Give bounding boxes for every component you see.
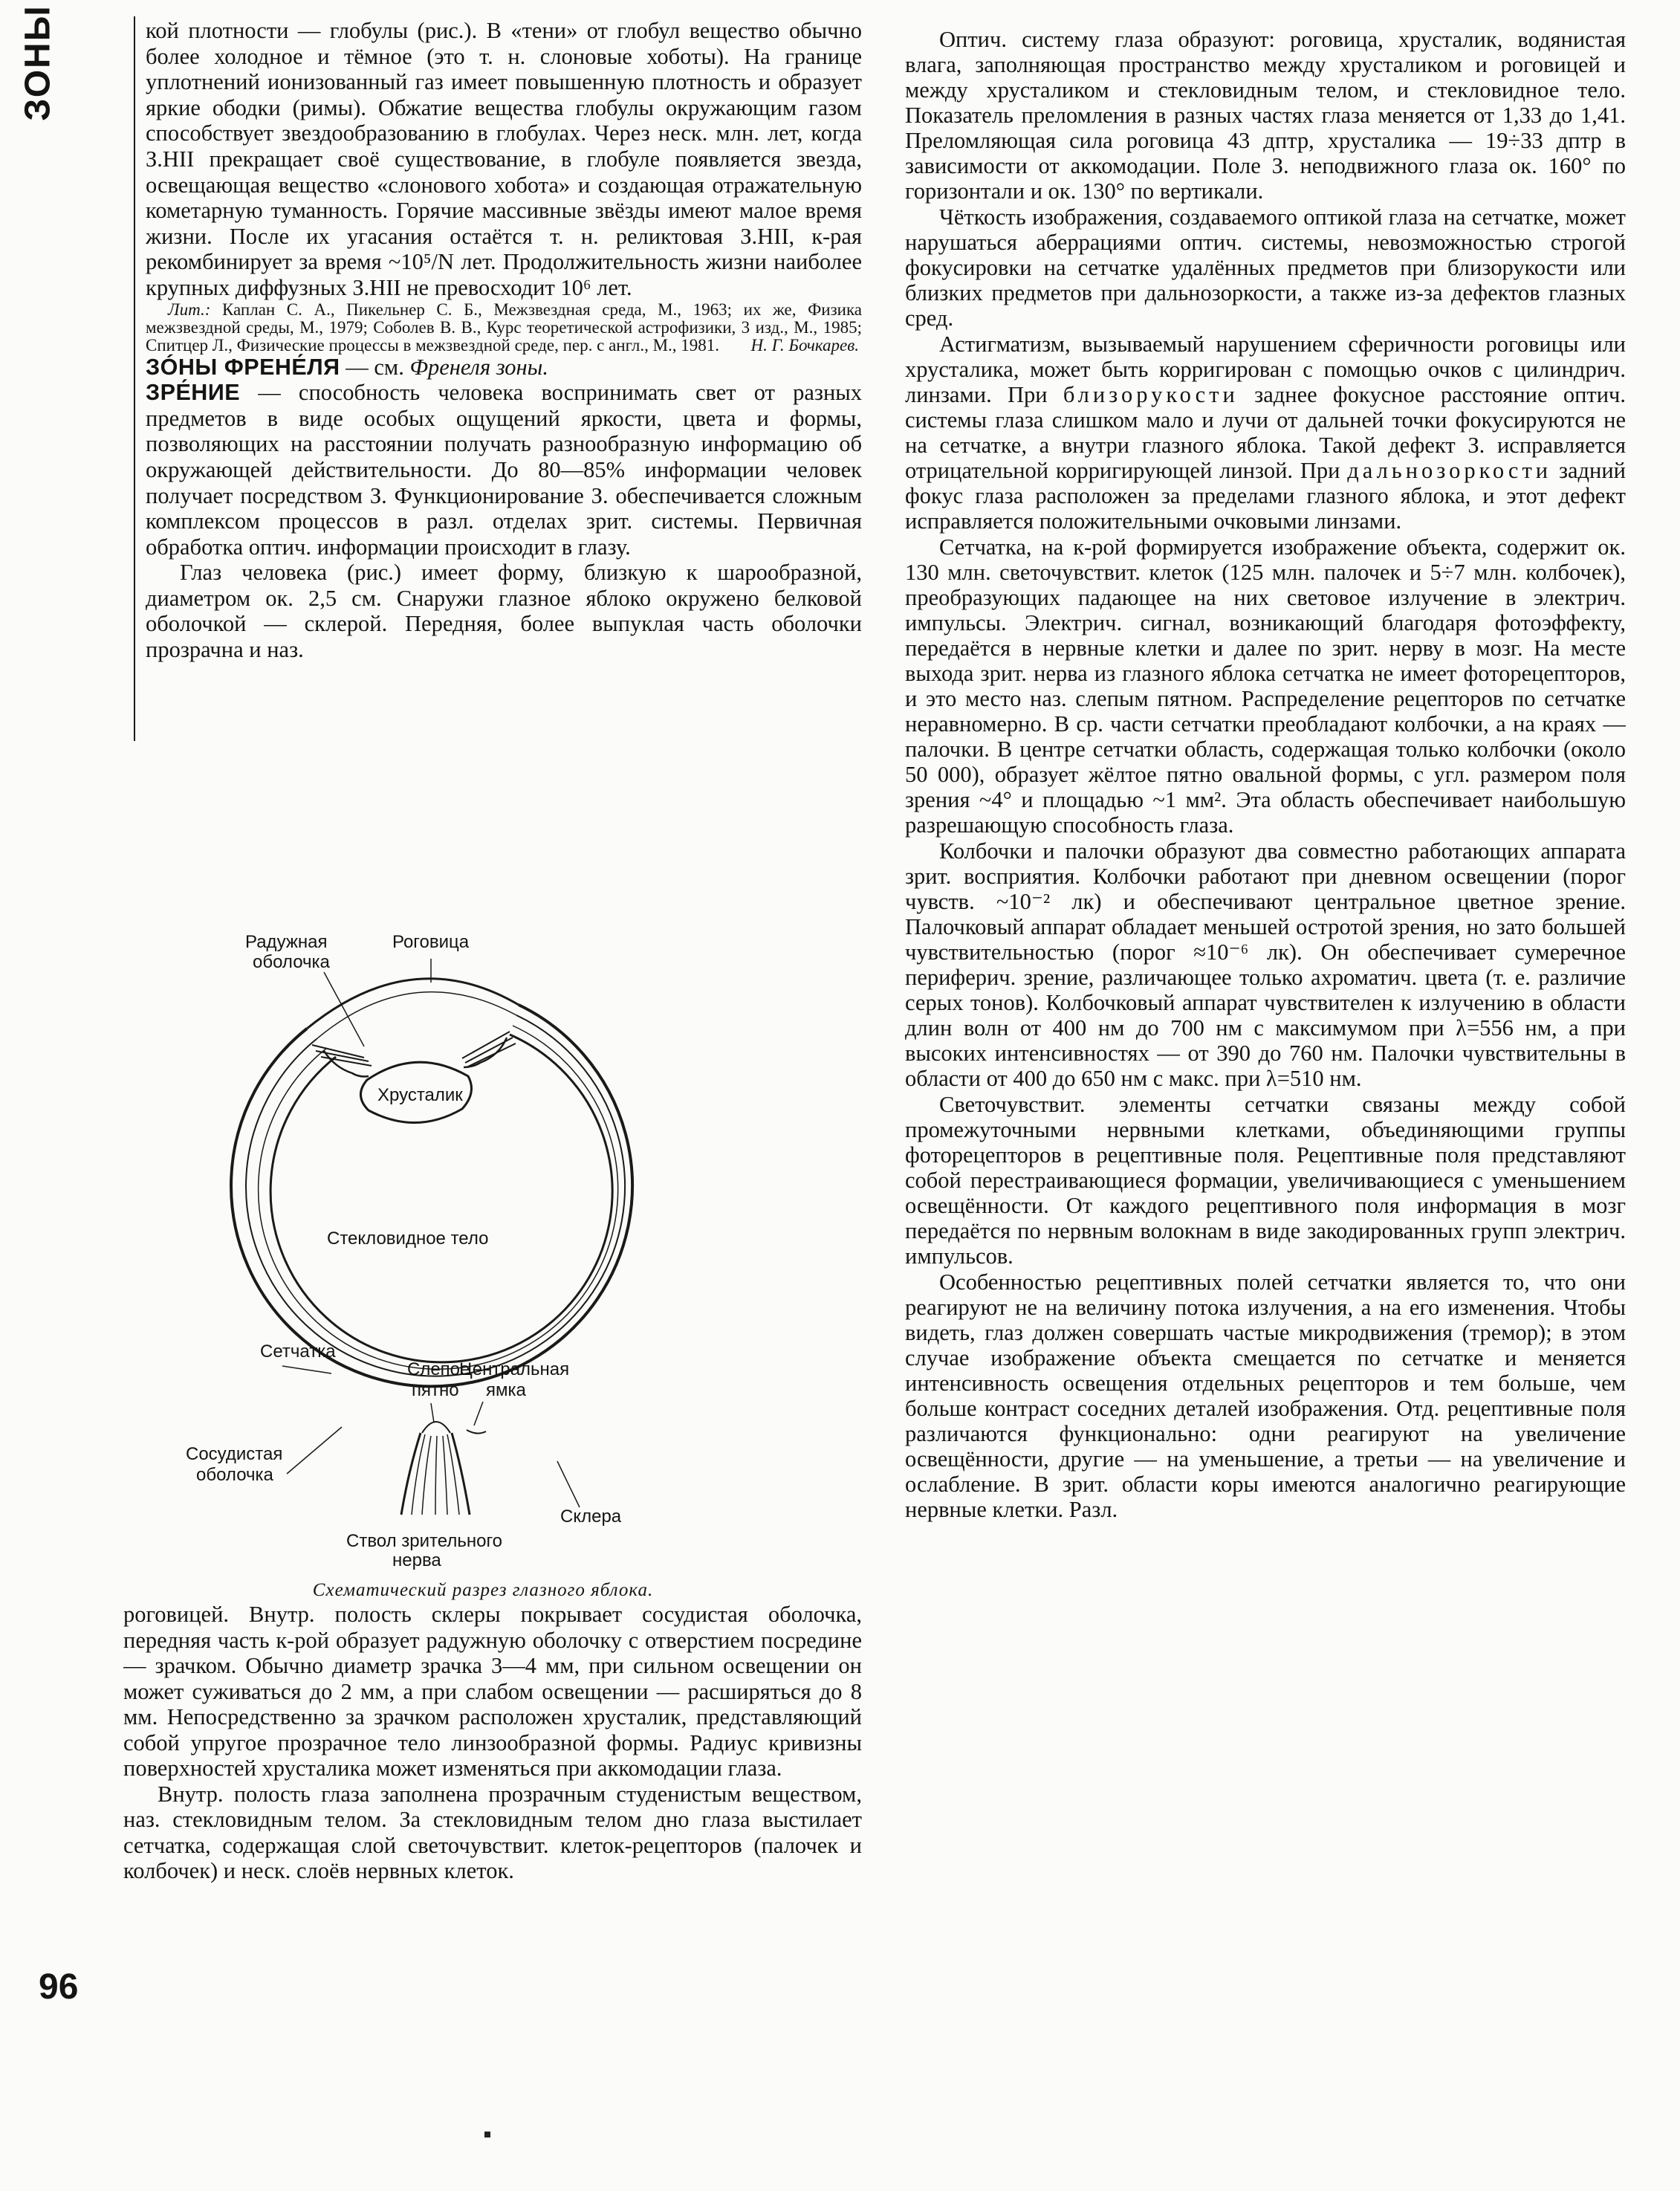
leader-blind-spot xyxy=(431,1403,434,1423)
label-choroid-1: Сосудистая xyxy=(186,1444,283,1464)
cornea-outline xyxy=(307,979,519,1029)
print-mark xyxy=(484,2132,490,2137)
label-retina: Сетчатка xyxy=(260,1342,336,1362)
paragraph: Колбочки и палочки образуют два совместно работающих аппарата зрит. восприятия. Колбочки работают при дневном освещении (порог чувств. ~10⁻² лк) и обеспечивают центральное цветное зрение. Палочковый аппарат обладает меньшей остротой зрения, но зато большей чувствительностью (порог ≈10⁻⁶ лк). Он обеспечивает сумеречное периферич. зрение, различающее только ахроматич. цвета (т. е. различие серых тонов). Колбочковый аппарат чувствителен к излучению в области длин волн от 400 нм до 700 нм с максимумом при λ=556 нм, а при высоких интенсивностях — от 390 до 760 нм. Палочки чувствительны в области от 400 до 650 нм с макс. при λ=510 нм. xyxy=(905,838,1626,1091)
margin-rule xyxy=(134,16,135,741)
vision-entry xyxy=(146,380,862,560)
entry-title-fresnel: ЗÓНЫ ФРЕНЕ́ЛЯ xyxy=(146,354,340,380)
figure-caption: Схематический разрез глазного яблока. xyxy=(312,1580,654,1600)
blind-spot-marker xyxy=(422,1422,450,1433)
cornea-inner xyxy=(317,992,516,1039)
author-signature: Н. Г. Бочкарев. xyxy=(750,335,859,355)
leader-retina xyxy=(282,1366,331,1373)
text-run: задний фокус глаза расположен за пределами глазного яблока, и этот дефект исправляется положительными очковыми линзами. xyxy=(905,458,1626,534)
label-blind-spot-2: пятно xyxy=(412,1380,459,1400)
literature-block xyxy=(146,301,862,355)
eye-diagram-figure xyxy=(186,920,780,1600)
label-optic-nerve-1: Ствол зрительного xyxy=(346,1531,503,1551)
eye-cross-section-diagram xyxy=(186,920,780,1552)
label-blind-spot-1: Слепое xyxy=(407,1359,470,1379)
paragraph: кой плотности — глобулы (рис.). В «тени» от глобул вещество обычно более холодное и тёмное (это т. н. слоновые хоботы). На границе уплотнений ионизованный газ имеет повышенную плотность и образует яркие ободки (римы). Обжатие вещества глобулы окружающим газом способствует звездообразованию в глобулах. Через неск. млн. лет, когда З.НII прекращает своё существование, в глобуле появляется звезда, освещающая вещество «слонового хобота» и создающая отражательную кометарную туманность. Горячие массивные звёзды имеют малое время жизни. После их угасания остаётся т. н. реликтовая З.НII, к-рая рекомбинирует за время ~10⁵/N лет. Продолжительность жизни наиболее крупных диффузных З.НII не превосходит 10⁶ лет. xyxy=(146,18,862,300)
leader-fovea xyxy=(474,1402,483,1425)
paragraph: Чёткость изображения, создаваемого оптикой глаза на сетчатке, может нарушаться аберрациями оптич. системы, невозможностью строгой фокусировки на сетчатке удалённых предметов при близорукости или близких предметов при дальнозоркости, а также из-за дефектов глазных сред. xyxy=(905,204,1626,331)
running-head: ЗОНЫ xyxy=(18,4,58,121)
fovea-marker xyxy=(467,1430,486,1434)
paragraph: роговицей. Внутр. полость склеры покрывает сосудистая оболочка, передняя часть к-рой образует радужную оболочку с отверстием посредине — зрачком. Обычно диаметр зрачка 3—4 мм, при сильном освещении он может суживаться до 2 мм, а при слабом освещении — расширяться до 8 мм. Непосредственно за зрачком расположен хрусталик, представляющий собой упругое прозрачное тело линзообразной формы. Радиус кривизны поверхностей хрусталика может изменяться при аккомодации глаза. xyxy=(123,1602,862,1781)
paragraph: Сетчатка, на к-рой формируется изображение объекта, содержит ок. 130 млн. светочувствит. клеток (125 млн. палочек и 5÷7 млн. колбочек), преобразующих падающее на них световое излучение в электрич. импульсы. Электрич. сигнал, возникающий благодаря фотоэффекту, передаётся в нервные клетки и далее по зрит. нерву в мозг. На месте выхода зрит. нерва из глазного яблока сетчатка не имеет фоторецепторов, и это место наз. слепым пятном. Распределение рецепторов по сетчатке неравномерно. В ср. части сетчатки преобладают колбочки, а на краях — палочки. В центре сетчатки область, содержащая только колбочки (около 50 000), образует жёлтое пятно овальной формы, с угл. размером поля зрения ~4° и площадью ~1 мм². Эта область обеспечивает наибольшую разрешающую способность глаза. xyxy=(905,534,1626,838)
label-iris-2: оболочка xyxy=(253,952,330,972)
label-iris-1: Радужная xyxy=(245,932,328,952)
emphasis-hyperopia: дальнозоркости xyxy=(1347,458,1552,483)
left-column-top xyxy=(146,18,862,910)
label-cornea: Роговица xyxy=(392,932,470,952)
leader-iris xyxy=(324,972,364,1046)
see-reference: — см. xyxy=(346,354,404,380)
text-run: заднее фокусное расстояние оптич. системы глаза слишком мало и лучи от дальней точки фокусируются не на сетчатке, а внутри глазного яблока. Такой дефект З. исправляется отрицательной корригирующей линзой. При xyxy=(905,382,1626,483)
label-sclera: Склера xyxy=(560,1506,622,1527)
right-column xyxy=(905,27,1626,2063)
label-fovea-2: ямка xyxy=(486,1380,526,1400)
label-vitreous: Стекловидное тело xyxy=(327,1229,489,1249)
label-lens: Хрусталик xyxy=(377,1085,463,1105)
astigmatism-paragraph xyxy=(905,331,1626,534)
literature-label: Лит.: xyxy=(168,300,211,319)
cross-reference-link[interactable]: Френеля зоны. xyxy=(409,354,548,380)
optic-nerve-left xyxy=(401,1433,421,1515)
text-run: Астигматизм, вызываемый нарушением сферичности роговицы или хрусталика, может быть корригирован с помощью очков с цилиндрич. линзами. При xyxy=(905,331,1626,407)
paragraph: Внутр. полость глаза заполнена прозрачным студенистым веществом, наз. стекловидным телом. За стекловидным телом дно глаза выстилает сетчатка, содержащая слой светочувствит. клеток-рецепторов (палочек и колбочек) и неск. слоёв нервных клеток. xyxy=(123,1781,862,1883)
label-fovea-1: Центральная xyxy=(459,1359,570,1379)
paragraph: Оптич. систему глаза образуют: роговица, хрусталик, водянистая влага, заполняющая пространство между хрусталиком и роговицей и между хрусталиком и стекловидным телом, и стекловидное тело. Показатель преломления в разных частях глаза меняется от 1,33 до 1,41. Преломляющая сила роговица 43 дптр, хрусталика — 19÷33 дптр в зависимости от аккомодации. Поле З. неподвижного глаза ок. 160° по горизонтали и ок. 130° по вертикали. xyxy=(905,27,1626,204)
leader-sclera xyxy=(557,1461,580,1507)
paragraph: Светочувствит. элементы сетчатки связаны между собой промежуточными нервными клетками, объединяющими группы фоторецепторов в рецептивные поля. Рецептивные поля представляют собой перестраивающиеся формации, увеличивающиеся с уменьшением освещённости. От каждого рецептивного поля информация в мозг передаётся по нервным волокнам в виде закодированных групп электрич. импульсов. xyxy=(905,1092,1626,1269)
literature-text: Каплан С. А., Пикельнер С. Б., Межзвездная среда, М., 1963; их же, Физика межзвездной среды, М., 1979; Соболев В. В., Курс теоретической астрофизики, 3 изд., М., 1985; Спитцер Л., Физические процессы в межзвездной среде, пер. с англ., М., 1981. xyxy=(146,300,862,355)
label-choroid-2: оболочка xyxy=(196,1465,273,1485)
label-optic-nerve-2: нерва xyxy=(392,1550,441,1570)
leader-choroid xyxy=(287,1427,342,1474)
left-column-bottom xyxy=(123,1602,862,2048)
nerve-fibers xyxy=(412,1434,459,1515)
entry-title-vision: ЗРЕ́НИЕ xyxy=(146,380,241,406)
paragraph: Особенностью рецептивных полей сетчатки является то, что они реагируют не на величину потока излучения, а на его изменения. Чтобы видеть, глаз должен совершать частые микродвижения (тремор); в этом случае изображение объекта смещается по сетчатке и меняется интенсивность освещения отдельных рецепторов и тем больше, чем больше контраст соседних деталей изображения. Отд. рецептивные поля различаются функционально: одни реагируют на увеличение освещённости, другие — на уменьшение, а третьи — на увеличение и ослабление. В зрит. области коры имеются аналогично реагирующие нервные клетки. Разл. xyxy=(905,1269,1626,1522)
emphasis-myopia: близорукости xyxy=(1063,382,1239,407)
vision-definition: — способность человека воспринимать свет от разных предметов в виде особых ощущений яркости, цвета и формы, позволяющих на расстоянии получать разнообразную информацию об окружающей действительности. До 80—85% информации человек получает посредством З. Функционирование З. обеспечивается сложным комплексом процессов в разл. отделах зрит. системы. Первичная обработка оптич. информации происходит в глазу. xyxy=(146,380,862,560)
page-number: 96 xyxy=(39,1967,79,2007)
paragraph: Глаз человека (рис.) имеет форму, близкую к шарообразной, диаметром ок. 2,5 см. Снаружи глазное яблоко окружено белковой оболочкой — склерой. Передняя, более выпуклая часть оболочки прозрачна и наз. xyxy=(146,560,862,663)
fresnel-entry xyxy=(146,355,862,381)
